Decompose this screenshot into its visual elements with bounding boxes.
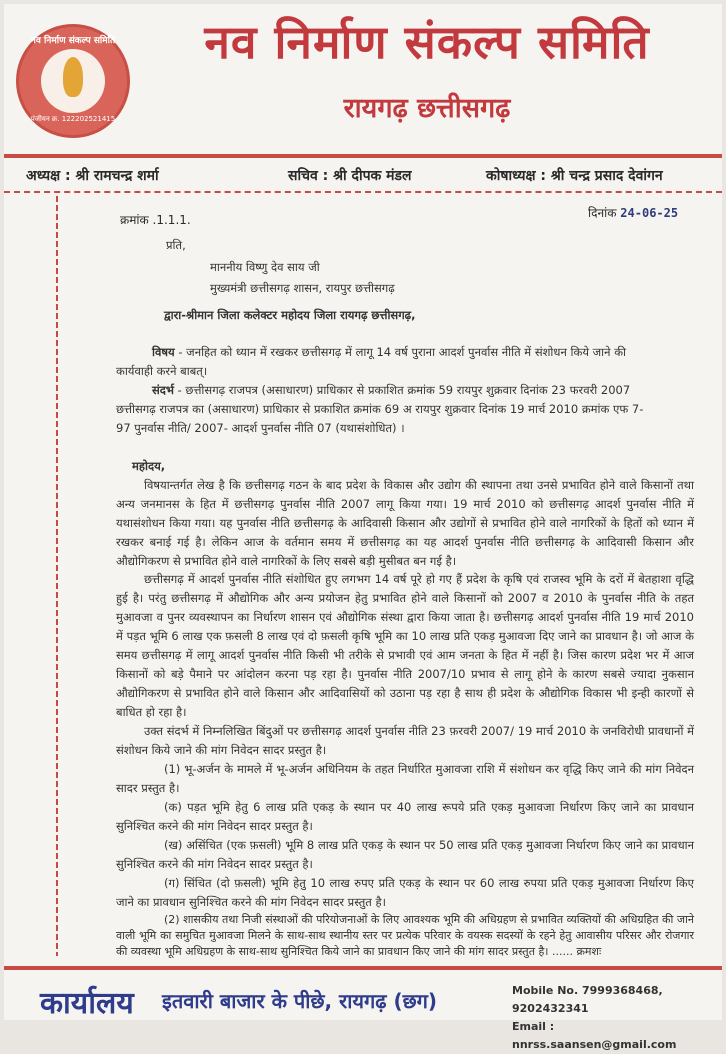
organization-logo xyxy=(16,24,130,138)
demand-item-2: (2) शासकीय तथा निजी संस्थाओं की परियोजनाओं के लिए आवश्यक भूमि की अधिग्रहण से प्रभावित व्यक्तियों की अधिग्रहित की जाने वाली भूमि का समुचित मुआवजा मिलने के साथ-साथ स्थानीय स्तर पर प्रत्येक परिवार के वयस्क सदस्यों के रहने हेतु आवासीय परिसर और रोजगार की व्यवस्था भूमि अधिग्रहण के साथ-साथ सुनिश्चित किये जाने का प्रावधान किए जाने की मांग सादर प्रस्तुत है। ...... क्रमशः xyxy=(116,913,694,958)
footer-email: Email : nnrss.saansen@gmail.com xyxy=(512,1020,677,1051)
demand-item-1a: (क) पड़त भूमि हेतु 6 लाख प्रति एकड़ के स्थान पर 40 लाख रूपये प्रति एकड़ मुआवजा निर्धारण किए जाने का प्रावधान सुनिश्चित करने की मांग निवेदन सादर प्रस्तुत है। xyxy=(116,800,694,833)
ref-value: .1.1.1. xyxy=(152,213,191,227)
footer-mobile: Mobile No. 7999368468, 9202432341 xyxy=(512,984,663,1015)
demand-item-1b: (ख) असिंचित (एक फ़सली) भूमि 8 लाख प्रति एकड़ के स्थान पर 50 लाख प्रति एकड़ मुआवजा निर्धारण किए जाने का प्रावधान सुनिश्चित करने की मांग निवेदन सादर प्रस्तुत है। xyxy=(116,838,694,871)
reference-text-3: 97 पुनर्वास नीति/ 2007- आदर्श पुनर्वास नीति 07 (यथासंशोधित) । xyxy=(116,421,405,435)
reference xyxy=(152,381,692,400)
organization-location: रायगढ़ छत्तीसगढ़ xyxy=(343,93,511,124)
office-bearers-row xyxy=(4,164,722,188)
salutation: महोदय, xyxy=(132,459,166,473)
demand-item-1c: (ग) सिंचित (दो फ़सली) भूमि हेतु 10 लाख रुपए प्रति एकड़ के स्थान पर 60 लाख रुपया प्रति एकड़ मुआवजा निर्धारण किए जाने का प्रावधान सुनिश्चित करने की मांग निवेदन सादर प्रस्तुत है। xyxy=(116,876,694,909)
reference-text-2: छत्तीसगढ़ राजपत्र का (असाधारण) प्राधिकार से प्रकाशित क्रमांक 69 अ रायपुर शुक्रवार दिनांक 19 मार्च 2010 क्रमांक एफ 7- xyxy=(116,402,644,416)
subject-text-2: कार्यवाही करने बाबत्। xyxy=(116,364,208,378)
body-paragraph-2: छत्तीसगढ़ में आदर्श पुनर्वास नीति संशोधित हुए लगभग 14 वर्ष पूरे हो गए हैं प्रदेश के कृषि एवं राजस्व भूमि के दरों में बेतहाशा वृद्धि हुई है। परंतु छत्तीसगढ़ में औद्योगिक और अन्य प्रयोजन हेतु प्रभावित होने वाले किसानों को 2007 व 2010 के पुनर्वास नीति के तहत मुआवजा व पुनर व्यवस्थापन का निर्धारण शासन एवं औद्योगिक संस्था द्वारा किया जाता है। छत्तीसगढ़ आदर्श पुनर्वास नीति 19 मार्च 2010 में पड़त भूमि 6 लाख एक फ़सली 8 लाख एवं दो फ़सली कृषि भूमि का 10 लाख प्रति एकड़ मुआवजा दिए जाने का प्रावधान है। जो आज के समय छत्तीसगढ़ में लागू आदर्श पुनर्वास नीति किसी भी तरीके से प्रभावी एवं आम जनता के हित में नहीं है। जिस कारण प्रदेश भर में आज किसानों को बड़े पैमाने पर आंदोलन करना पड़ रहा है। पुनर्वास नीति 2007/10 प्रभाव से लागू होने के कारण सबसे ज्यादा नुकसान औद्योगिकरण से प्रभावित होने वाले किसान और आदिवासियों को उठाना पड़ रहा है साथ ही प्रदेश के औद्योगिक विकास भी इन्ही कारणों से बाधित हो रहा है। xyxy=(116,572,694,719)
date-label: दिनांक xyxy=(588,206,617,220)
subject-label: विषय xyxy=(152,345,175,359)
logo-registration: पंजीयन क्र. 122202521415 xyxy=(30,115,116,123)
body-paragraph-1: विषयान्तर्गत लेख है कि छत्तीसगढ़ गठन के बाद प्रदेश के विकास और उद्योग की स्थापना तथा उनसे प्रभावित होने वाले किसानों तथा अन्य जनमानस के हित में छत्तीसगढ़ पुनर्वास नीति 2007 लागू किया गया। 19 मार्च 2010 को छत्तीसगढ़ आदर्श पुनर्वास नीति में यथासंशोधन किया गया। यह पुनर्वास नीति छत्तीसगढ़ के आदिवासी किसान और उद्योगों से प्रभावित होने वाले नागरिकों के हितों को ध्यान में रखकर बनाई गई है। लेकिन आज के वर्तमान समय में छत्तीसगढ़ का यह आदर्श पुनर्वास नीति छत्तीसगढ़ के आदिवासी किसान और औद्योगिकरण से प्रभावित होने वाले नागरिकों के लिए सबसे बड़ी मुसीबत बन गई है। xyxy=(116,478,694,568)
header-divider xyxy=(4,154,722,158)
recipient-name: माननीय विष्णु देव साय जी xyxy=(210,260,320,274)
organization-title: नव निर्माण संकल्प समिति xyxy=(204,15,650,69)
letter-reference-number xyxy=(120,211,191,228)
footer-divider xyxy=(4,966,722,970)
office-row-divider xyxy=(4,191,722,196)
footer-address: इतवारी बाजार के पीछे, रायगढ़ (छग) xyxy=(162,989,438,1013)
ref-label: क्रमांक xyxy=(120,213,149,227)
body-paragraph-3: उक्त संदर्भ में निम्नलिखित बिंदुओं पर छत्तीसगढ़ आदर्श पुनर्वास नीति 23 फ़रवरी 2007/ 19 मार्च 2010 के जनविरोधी प्रावधानों में संशोधन किये जाने की मांग निवेदन सादर प्रस्तुत है। xyxy=(116,724,694,757)
recipient-designation: मुख्यमंत्री छत्तीसगढ़ शासन, रायपुर छत्तीसगढ़ xyxy=(210,281,395,295)
logo-org-name: नव निर्माण संकल्प समिति xyxy=(30,36,116,46)
reference-text-1: - छत्तीसगढ़ राजपत्र (असाधारण) प्राधिकार से प्रकाशित क्रमांक 59 रायपुर शुक्रवार दिनांक 23 फरवरी 2007 xyxy=(173,383,631,397)
to-line: प्रति, xyxy=(166,238,186,252)
subject xyxy=(152,343,692,362)
secretary-label: सचिव : श्री दीपक मंडल xyxy=(288,168,412,184)
footer-contact xyxy=(512,982,722,1054)
margin-line xyxy=(56,196,58,956)
reference-label: संदर्भ xyxy=(152,383,174,397)
footer-office-label: कार्यालय xyxy=(40,986,134,1021)
letterhead-page xyxy=(4,4,722,1051)
demand-item-1: (1) भू-अर्जन के मामले में भू-अर्जन अधिनियम के तहत निर्धारित मुआवजा राशि में संशोधन कर वृद्धि किए जाने की मांग निवेदन सादर प्रस्तुत है। xyxy=(116,762,694,795)
date-value: 24-06-25 xyxy=(620,206,679,220)
flame-icon xyxy=(63,57,83,97)
president-label: अध्यक्ष : श्री रामचन्द्र शर्मा xyxy=(26,168,159,184)
letter-date xyxy=(588,204,678,221)
subject-text-1: - जनहित को ध्यान में रखकर छत्तीसगढ़ में लागू 14 वर्ष पुराना आदर्श पुनर्वास नीति में संशोधन किये जाने की xyxy=(174,345,627,359)
treasurer-label: कोषाध्यक्ष : श्री चन्द्र प्रसाद देवांगन xyxy=(486,168,663,184)
through-line: द्वारा-श्रीमान जिला कलेक्टर महोदय जिला रायगढ़ छत्तीसगढ़, xyxy=(164,308,416,322)
